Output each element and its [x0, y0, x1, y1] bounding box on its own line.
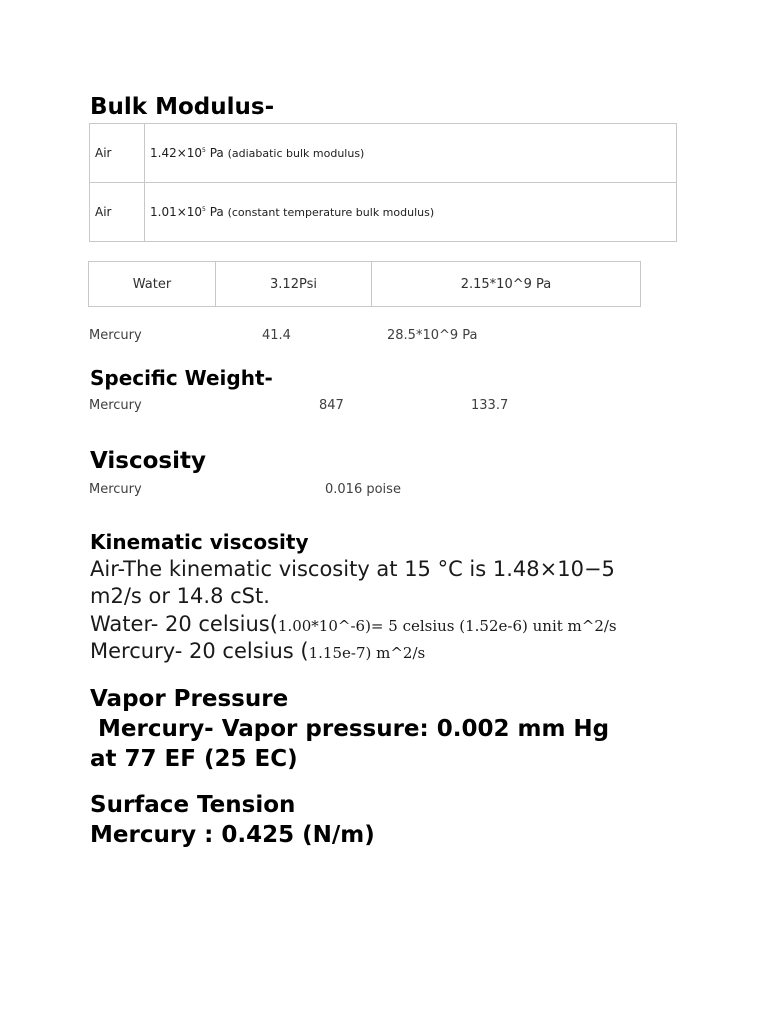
viscosity-heading: Viscosity — [90, 448, 206, 474]
unit-text: Pa — [205, 205, 228, 219]
vapor-pressure-line2: at 77 EF (25 EC) — [90, 746, 298, 772]
table-row — [90, 124, 677, 183]
table-cell-value — [145, 183, 677, 242]
mercury-bulk-value1: 41.4 — [262, 328, 291, 343]
vapor-pressure-line1: Mercury- Vapor pressure: 0.002 mm Hg — [90, 716, 610, 742]
table-cell-psi: 3.12Psi — [216, 262, 372, 307]
kinematic-water-line — [90, 612, 617, 636]
specific-weight-fluid: Mercury — [89, 398, 142, 413]
table-cell-pa: 2.15*10^9 Pa — [372, 262, 641, 307]
surface-tension-line1: Mercury : 0.425 (N/m) — [90, 822, 375, 848]
viscosity-fluid: Mercury — [89, 482, 142, 497]
table-row — [90, 183, 677, 242]
kinematic-air-line2: m2/s or 14.8 cSt. — [90, 584, 270, 608]
bulk-modulus-water-table — [88, 261, 641, 307]
kinematic-air-line1: Air-The kinematic viscosity at 15 °C is 1.48×10−5 — [90, 557, 615, 581]
mercury-value-text: 1.15e-7) m^2/s — [308, 644, 426, 662]
table-cell-fluid: Air — [90, 124, 145, 183]
water-value-text: 1.00*10^-6)= 5 celsius (1.52e-6) unit m^2/s — [277, 617, 617, 635]
mercury-prefix-text: Mercury- 20 celsius ( — [90, 639, 309, 663]
vapor-pressure-heading: Vapor Pressure — [90, 686, 289, 712]
bulk-modulus-air-table — [89, 123, 677, 242]
table-cell-fluid: Air — [90, 183, 145, 242]
mercury-bulk-value2: 28.5*10^9 Pa — [387, 328, 478, 343]
exponent-text: 5 — [202, 206, 206, 213]
exponent-text: 5 — [202, 147, 206, 154]
specific-weight-heading: Specific Weight- — [90, 366, 273, 390]
value-text: 1.42×10 — [150, 146, 203, 160]
table-row — [89, 262, 641, 307]
note-text: (constant temperature bulk modulus) — [227, 206, 435, 219]
kinematic-mercury-line — [90, 639, 425, 663]
kinematic-viscosity-heading: Kinematic viscosity — [90, 530, 309, 554]
water-prefix-text: Water- 20 celsius( — [90, 612, 278, 636]
value-text: 1.01×10 — [150, 205, 203, 219]
table-cell-value — [145, 124, 677, 183]
bulk-modulus-heading: Bulk Modulus- — [90, 94, 275, 120]
specific-weight-value1: 847 — [319, 398, 344, 413]
note-text: (adiabatic bulk modulus) — [227, 147, 365, 160]
unit-text: Pa — [205, 146, 228, 160]
mercury-bulk-fluid: Mercury — [89, 328, 142, 343]
table-cell-fluid: Water — [89, 262, 216, 307]
surface-tension-heading: Surface Tension — [90, 792, 296, 818]
specific-weight-value2: 133.7 — [471, 398, 509, 413]
viscosity-value: 0.016 poise — [325, 482, 401, 497]
